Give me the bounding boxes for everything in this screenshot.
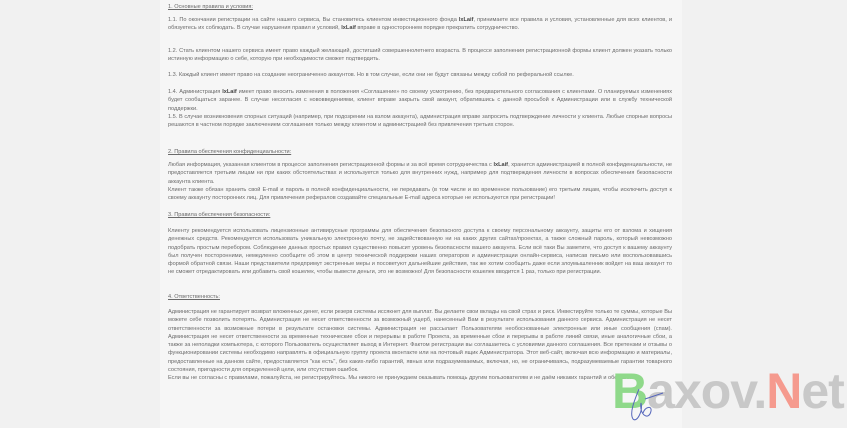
brand-name: lxLaif	[458, 17, 474, 23]
paragraph-text: , принимаете все правила и условия, установленные для всех клиентов, и обязуетесь их соблюдать. В случае нарушения правил и условий,	[168, 17, 672, 32]
terms-paragraph	[168, 113, 672, 130]
terms-paragraph	[168, 88, 672, 113]
terms-paragraph	[168, 161, 672, 186]
signature-icon	[625, 385, 665, 425]
paragraph-text: Любая информация, указанная клиентом в процессе заполнения регистрационной формы и за всё время сотрудничества с	[168, 162, 494, 168]
brand-name: lxLaif	[222, 89, 237, 95]
section-heading-text: 4. Ответственность:	[168, 294, 220, 300]
paragraph-text: Если вы не согласны с правилами, пожалуйста, не регистрируйтесь. Мы никого не принуждаем оказывать помощь другим пользователям и не даём никаких гарантий и обещаний!	[168, 375, 636, 381]
section-heading-text: 2. Правила обеспечения конфиденциальности:	[168, 149, 292, 155]
brand-name: lxLaif	[493, 162, 509, 168]
paragraph-text: Клиент также обязан хранить свой E-mail и пароль в полной конфиденциальности, не передавать (в том числе и во временное пользование) его третьим лицам, чтобы исключить доступ к своему аккаунту посторонних лиц. Для привлечения рефералов создавайте специальные E-mail адреса которые не используются при регистрации!	[168, 187, 672, 202]
terms-paragraph	[168, 186, 672, 203]
baxov-watermark: Baxov.Net	[612, 363, 844, 419]
paragraph-text: имеет право вносить изменения в положения «Соглашение» по своему усмотрению, без предварительного согласования с клиентами. О планируемых изменениях будет сообщаться заранее. В случае несогласия с нововведениями, клиент вправе закрыть свой аккаунт, обратившись с данной просьбой к Администрации или в службу технической поддержки.	[168, 89, 672, 112]
paragraph-text: 1.1. По окончании регистрации на сайте нашего сервиса, Вы становитесь клиентом инвестиционного фонда	[168, 17, 459, 23]
section-heading	[168, 211, 672, 219]
paragraph-text: 1.4. Администрация	[168, 89, 223, 95]
paragraph-text: , хранится администрацией в полной конфиденциальности, не предоставляется третьим лицам ни при каких обстоятельствах и используется только для внутренних нужд, например для подтверждения личности в вопросах обеспечения безопасности аккаунта клиента.	[168, 162, 672, 185]
terms-paragraph	[168, 227, 672, 277]
section-heading	[168, 293, 672, 301]
terms-paragraph	[168, 71, 672, 79]
paragraph-text: Клиенту рекомендуется использовать лицензионные антивирусные программы для обеспечения безопасного доступа к своему персональному аккаунту, защиты его от взлома и хищения денежных средств. Рекомендуется использовать уникальную электронную почту, не задействованную ни на каких других сайтах/проектах, а также сложный пароль, который невозможно подобрать простым перебором. Соблюдение данных простых правил существенно повысит уровень безопасности вашего аккаунта. Если всё таки Вы заметите, что доступ к вашему аккаунту был получен посторонними, немедленно сообщите об этом в центр технической поддержки наших операторов и администрации онлайн-сервиса, написав письмо или воспользовавшись формой обратной связи. Наши представители предпримут экстренные меры и посоветуют дальнейшие действия, так же хотим сообщить даже если злоумышленник войдет на ваш аккаунт то не сможет отредактировать или добавить свой кошелек, чтобы вывести деньги, это не возможно! Для безопасности кошелек вводится 1 раз, только при регистрации.	[168, 228, 672, 276]
section-heading	[168, 3, 672, 11]
paragraph-text: 1.5. В случае возникновения спорных ситуаций (например, при подозрении на взлом аккаунта), администрация вправе запросить подтверждение личности у клиента. Любые спорные вопросы решаются в частном порядке заключением соглашения только между клиентом и администрацией без привлечения третьих сторон.	[168, 114, 672, 129]
paragraph-text: вправе в одностороннем порядке прекратить сотрудничество.	[355, 25, 520, 32]
section-heading	[168, 148, 672, 156]
terms-paragraph	[168, 47, 672, 64]
terms-paragraph	[168, 374, 672, 382]
paragraph-text: 1.2. Стать клиентом нашего сервиса имеет право каждый желающий, достигший совершеннолетнего возраста. В процессе заполнения регистрационной формы клиент должен указать только истинную информацию о себе, которую при необходимости сможет подтвердить.	[168, 48, 672, 63]
paragraph-text: Администрация не гарантирует возврат вложенных денег, если резерв системы иссякнет для выплат. Вы делаете свои вклады на свой страх и риск. Инвестируйте только те суммы, которые Вы можете себе позволить потерять. Администрация не несет ответственности за возможный ущерб, нанесенный Вам в результате использования данного сервиса. Администрация не несет ответственности за возможные потери в результате остановки системы. Администрация не рассылает Пользователям необоснованные электронные или иные сообщения (спам). Администрация не несет ответственности за временные технические сбои и перерывы в работе Проекта, за временные сбои и перерывы в работе линий связи, иные аналогичные сбои, а также за неполадки компьютера, с которого Пользователь осуществляет выход в Интернет. Фактом регистрации вы соглашаетесь с условиями данного соглашения. Все претензии и отзывы о функционировании системы необходимо направлять в официальную группу проекта вконтакте или на почтовый ящик Администратора. Этот веб-сайт, включая всю информацию и материалы, предоставленные на данном сайте, предоставляется "как есть", без каких-либо гарантий, явных или подразумеваемых, включая, но, не ограничиваясь, подразумеваемые гарантии товарного состояния, пригодности для определенной цели, или отсутствия ошибок.	[168, 309, 672, 374]
brand-name: lxLaif	[341, 25, 356, 32]
section-heading-text: 3. Правила обеспечения безопасности:	[168, 212, 271, 218]
terms-paragraph	[168, 16, 672, 33]
section-heading-text: 1. Основные правила и условия:	[168, 4, 253, 10]
paragraph-text: 1.3. Каждый клиент имеет право на создание неограниченно аккаунтов. Но в том случае, если они не будут связаны между собой по реферальной ссылке.	[168, 72, 574, 78]
terms-paragraph	[168, 308, 672, 374]
